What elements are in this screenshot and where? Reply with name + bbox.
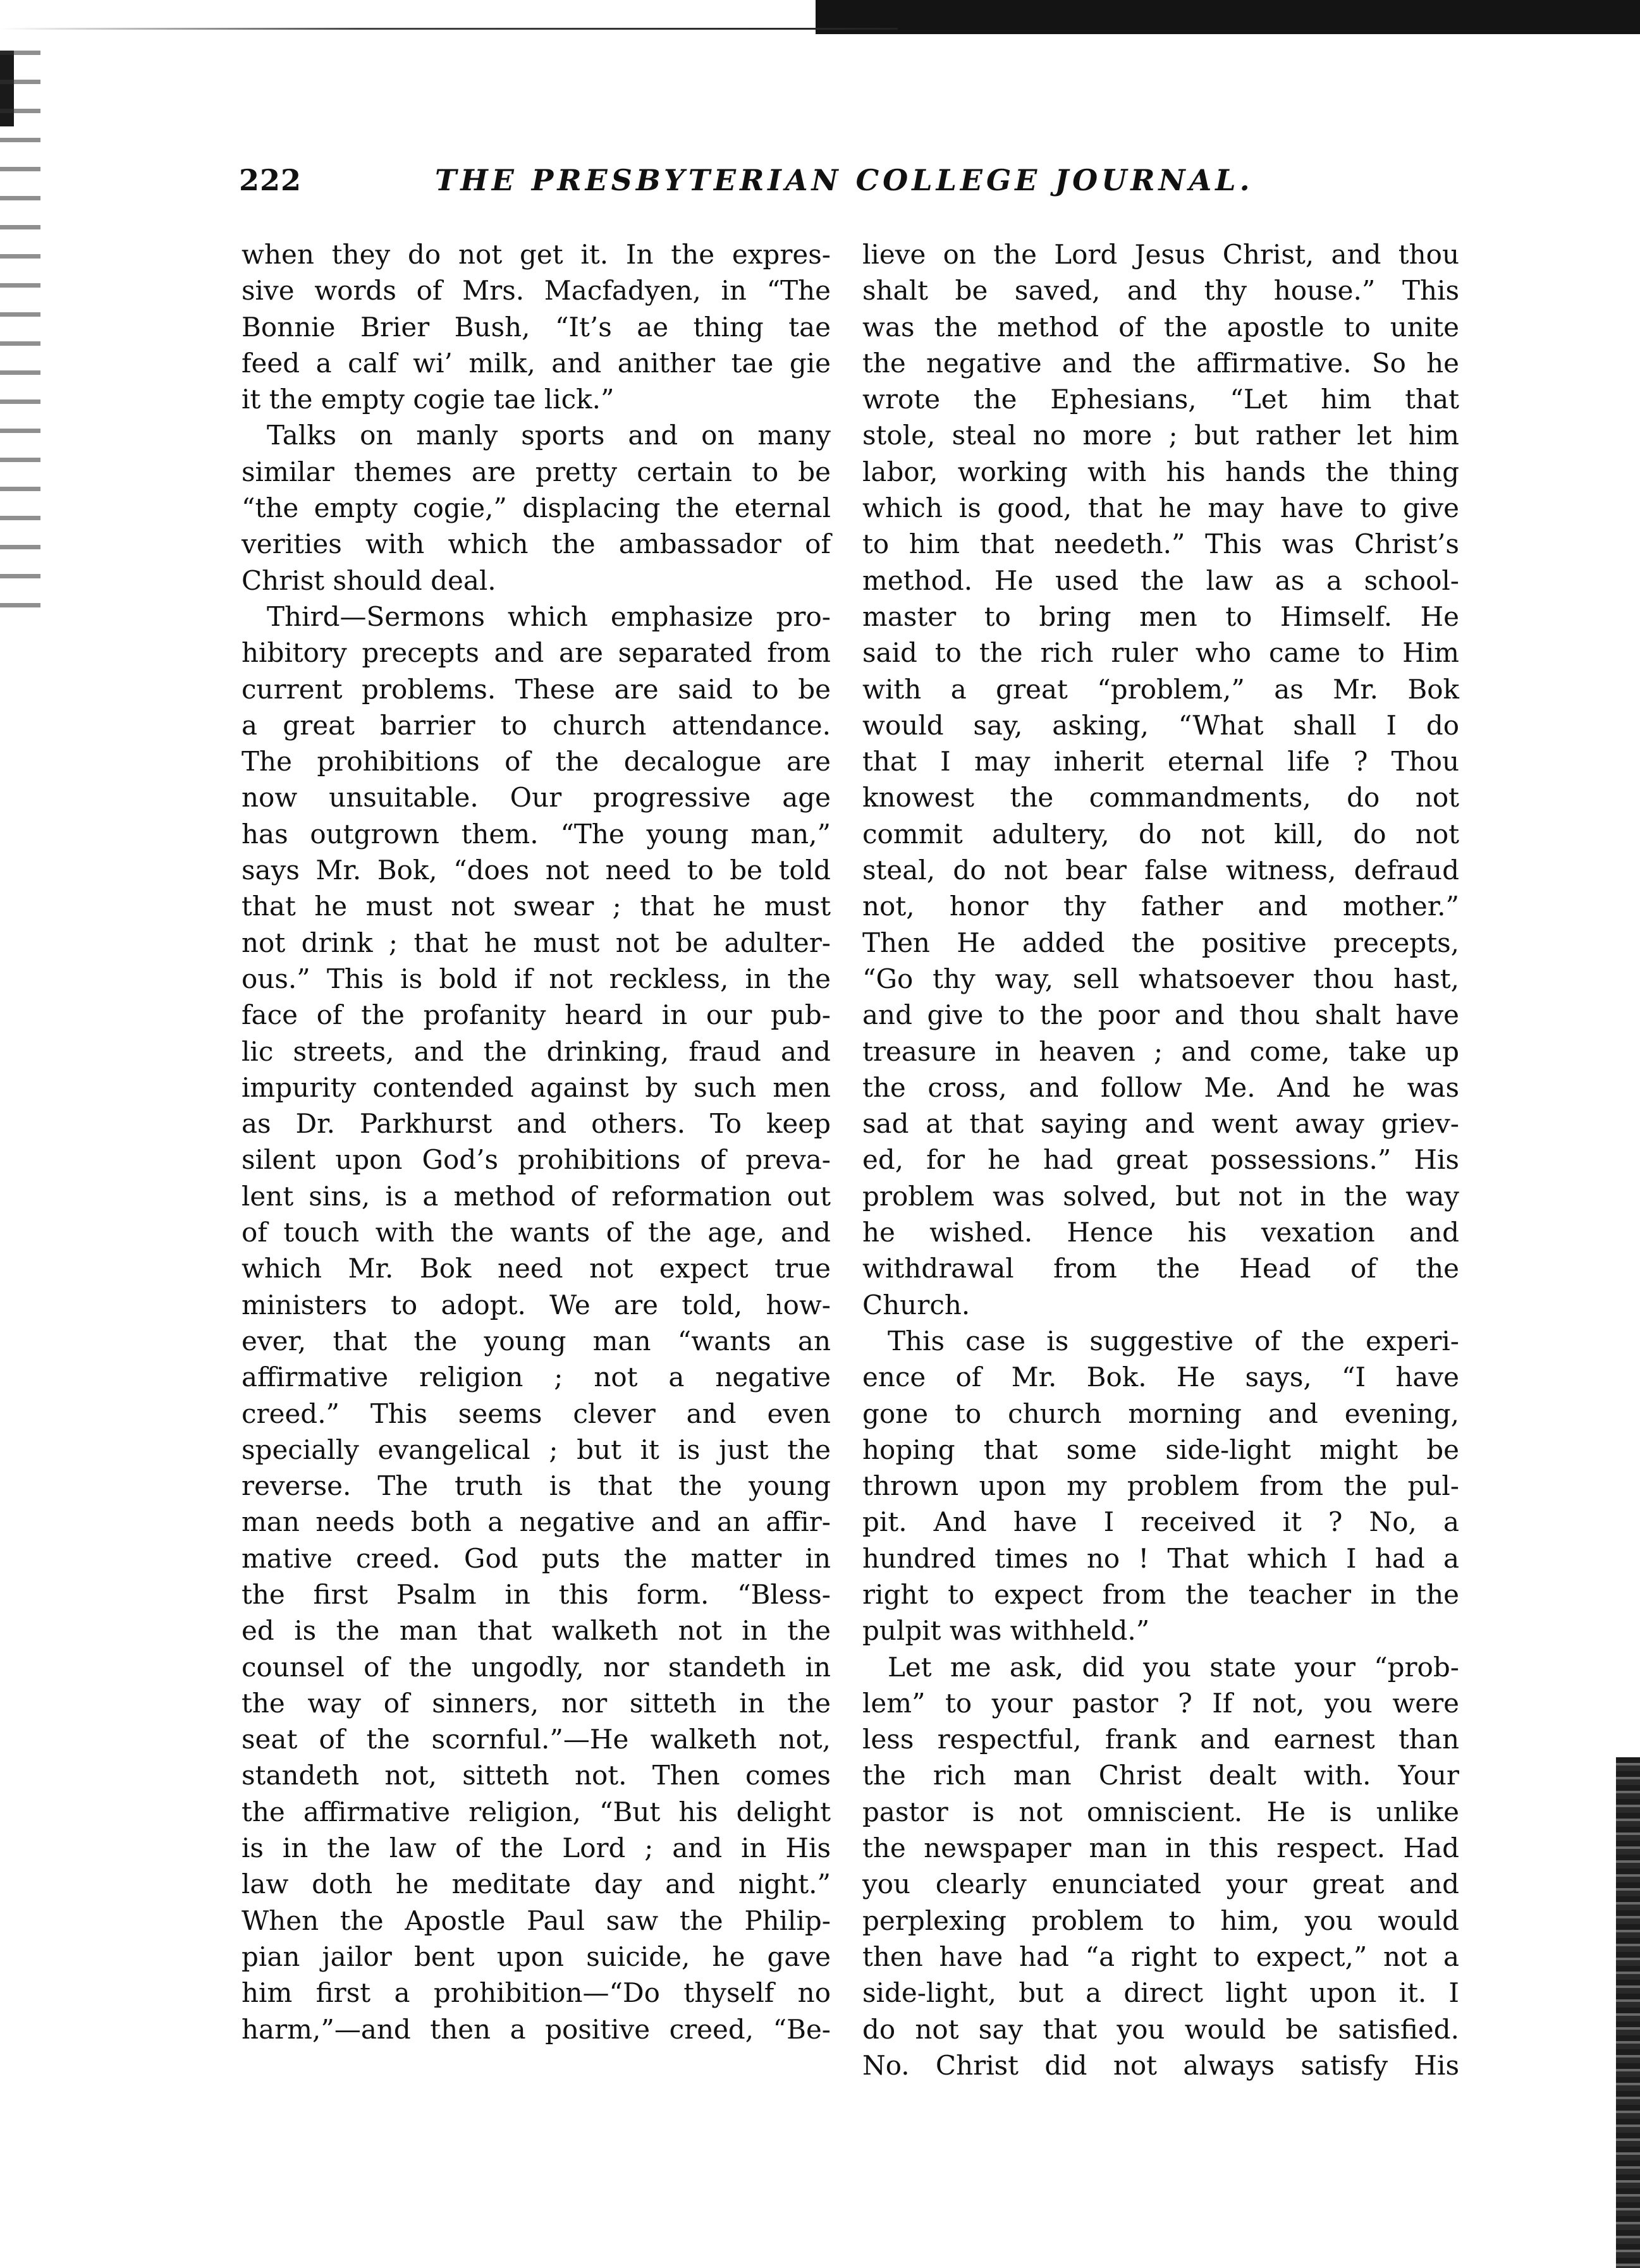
text-line: treasure in heaven ; and come, take up xyxy=(862,1035,1459,1067)
text-line: says Mr. Bok, “does not need to be told xyxy=(242,855,831,886)
text-line: hibitory precepts and are separated from xyxy=(242,637,831,669)
text-line: do not say that you would be satisfied. xyxy=(862,2013,1459,2045)
text-line: that I may inherit eternal life ? Thou xyxy=(862,746,1459,777)
text-line: a great barrier to church attendance. xyxy=(242,709,831,741)
text-line: The prohibitions of the decalogue are xyxy=(242,746,831,777)
journal-title: THE PRESBYTERIAN COLLEGE JOURNAL. xyxy=(435,163,1254,197)
text-line: ever, that the young man “wants an xyxy=(242,1325,831,1357)
text-line: hundred times no ! That which I had a xyxy=(862,1542,1459,1574)
text-line: verities with which the ambassador of xyxy=(242,528,831,560)
text-line: master to bring men to Himself. He xyxy=(862,601,1459,632)
text-line: Let me ask, did you state your “prob- xyxy=(888,1651,1459,1683)
text-line: man needs both a negative and an affir- xyxy=(242,1506,831,1538)
text-line: specially evangelical ; but it is just the xyxy=(242,1434,831,1465)
text-line: “Go thy way, sell whatsoever thou hast, xyxy=(862,963,1459,994)
page-number: 222 xyxy=(239,163,302,197)
text-line: sive words of Mrs. Macfadyen, in “The xyxy=(242,275,831,307)
text-line: wrote the Ephesians, “Let him that xyxy=(862,384,1459,415)
text-line: ous.” This is bold if not reckless, in the xyxy=(242,963,831,994)
text-line: is in the law of the Lord ; and in His xyxy=(242,1832,831,1864)
text-line: lic streets, and the drinking, fraud and xyxy=(242,1035,831,1067)
text-line: not drink ; that he must not be adulter- xyxy=(242,927,831,958)
text-line: steal, do not bear false witness, defraud xyxy=(862,855,1459,886)
text-line: of touch with the wants of the age, and xyxy=(242,1217,831,1248)
text-line: problem was solved, but not in the way xyxy=(862,1180,1459,1212)
text-line: which is good, that he may have to give xyxy=(862,492,1459,524)
text-line: withdrawal from the Head of the xyxy=(862,1253,1459,1284)
text-line: ence of Mr. Bok. He says, “I have xyxy=(862,1362,1459,1393)
text-line: law doth he meditate day and night.” xyxy=(242,1869,831,1900)
text-line: less respectful, frank and earnest than xyxy=(862,1724,1459,1755)
text-line: Bonnie Brier Bush, “It’s ae thing tae xyxy=(242,311,831,343)
text-line: pastor is not omniscient. He is unlike xyxy=(862,1796,1459,1827)
text-line: Church. xyxy=(862,1289,970,1320)
scan-border-top xyxy=(816,0,1640,34)
text-line: feed a calf wi’ milk, and anither tae gie xyxy=(242,347,831,379)
text-column-left xyxy=(242,236,831,2047)
text-line: the way of sinners, nor sitteth in the xyxy=(242,1687,831,1719)
text-line: lent sins, is a method of reformation out xyxy=(242,1180,831,1212)
text-line: that he must not swear ; that he must xyxy=(242,891,831,922)
text-line: perplexing problem to him, you would xyxy=(862,1905,1459,1936)
text-line: would say, asking, “What shall I do xyxy=(862,709,1459,741)
text-line: thrown upon my problem from the pul- xyxy=(862,1470,1459,1502)
text-line: creed.” This seems clever and even xyxy=(242,1398,831,1429)
text-column-right xyxy=(862,236,1459,2083)
text-line: ministers to adopt. We are told, how- xyxy=(242,1289,831,1320)
text-line: hoping that some side-light might be xyxy=(862,1434,1459,1465)
text-line: then have had “a right to expect,” not a xyxy=(862,1941,1459,1972)
text-line: it the empty cogie tae lick.” xyxy=(242,384,615,415)
text-line: knowest the commandments, do not xyxy=(862,782,1459,814)
text-line: not, honor thy father and mother.” xyxy=(862,891,1459,922)
text-line: commit adultery, do not kill, do not xyxy=(862,818,1459,850)
text-line: similar themes are pretty certain to be xyxy=(242,456,831,487)
text-line: pit. And have I received it ? No, a xyxy=(862,1506,1459,1538)
text-line: the first Psalm in this form. “Bless- xyxy=(242,1578,831,1610)
text-line: to him that needeth.” This was Christ’s xyxy=(862,528,1459,560)
text-line: said to the rich ruler who came to Him xyxy=(862,637,1459,669)
text-line: reverse. The truth is that the young xyxy=(242,1470,831,1502)
text-line: This case is suggestive of the experi- xyxy=(888,1325,1459,1357)
text-line: ed is the man that walketh not in the xyxy=(242,1615,831,1647)
text-line: right to expect from the teacher in the xyxy=(862,1578,1459,1610)
text-line: and give to the poor and thou shalt have xyxy=(862,999,1459,1031)
scan-page-edge xyxy=(1616,1757,1640,2268)
text-line: No. Christ did not always satisfy His xyxy=(862,2049,1459,2081)
text-line: has outgrown them. “The young man,” xyxy=(242,818,831,850)
text-line: Christ should deal. xyxy=(242,564,496,596)
text-line: harm,”—and then a positive creed, “Be- xyxy=(242,2013,831,2045)
text-line: silent upon God’s prohibitions of preva- xyxy=(242,1144,831,1176)
text-line: pulpit was withheld.” xyxy=(862,1615,1150,1647)
text-line: you clearly enunciated your great and xyxy=(862,1869,1459,1900)
text-line: counsel of the ungodly, nor standeth in xyxy=(242,1651,831,1683)
text-line: which Mr. Bok need not expect true xyxy=(242,1253,831,1284)
text-line: current problems. These are said to be xyxy=(242,673,831,705)
text-line: pian jailor bent upon suicide, he gave xyxy=(242,1941,831,1972)
text-line: “the empty cogie,” displacing the eternal xyxy=(242,492,831,524)
text-line: shalt be saved, and thy house.” This xyxy=(862,275,1459,307)
text-line: lem” to your pastor ? If not, you were xyxy=(862,1687,1459,1719)
text-line: seat of the scornful.”—He walketh not, xyxy=(242,1724,831,1755)
scan-binding-edge xyxy=(0,51,40,619)
text-line: impurity contended against by such men xyxy=(242,1071,831,1103)
text-line: affirmative religion ; not a negative xyxy=(242,1362,831,1393)
text-line: sad at that saying and went away griev- xyxy=(862,1108,1459,1140)
text-line: the rich man Christ dealt with. Your xyxy=(862,1760,1459,1791)
text-line: When the Apostle Paul saw the Philip- xyxy=(242,1905,831,1936)
text-line: as Dr. Parkhurst and others. To keep xyxy=(242,1108,831,1140)
text-line: standeth not, sitteth not. Then comes xyxy=(242,1760,831,1791)
text-line: now unsuitable. Our progressive age xyxy=(242,782,831,814)
text-line: mative creed. God puts the matter in xyxy=(242,1542,831,1574)
text-line: Third—Sermons which emphasize pro- xyxy=(267,601,831,632)
running-header xyxy=(239,163,1491,214)
text-line: he wished. Hence his vexation and xyxy=(862,1217,1459,1248)
text-line: gone to church morning and evening, xyxy=(862,1398,1459,1429)
text-line: him first a prohibition—“Do thyself no xyxy=(242,1977,831,2009)
text-line: Talks on manly sports and on many xyxy=(267,420,831,451)
text-line: lieve on the Lord Jesus Christ, and thou xyxy=(862,239,1459,270)
text-line: with a great “problem,” as Mr. Bok xyxy=(862,673,1459,705)
text-line: the newspaper man in this respect. Had xyxy=(862,1832,1459,1864)
text-line: method. He used the law as a school- xyxy=(862,564,1459,596)
text-line: the cross, and follow Me. And he was xyxy=(862,1071,1459,1103)
text-line: when they do not get it. In the expres- xyxy=(242,239,831,270)
text-line: the affirmative religion, “But his delight xyxy=(242,1796,831,1827)
text-line: labor, working with his hands the thing xyxy=(862,456,1459,487)
text-line: side-light, but a direct light upon it. I xyxy=(862,1977,1459,2009)
text-line: stole, steal no more ; but rather let him xyxy=(862,420,1459,451)
text-line: Then He added the positive precepts, xyxy=(862,927,1459,958)
text-line: was the method of the apostle to unite xyxy=(862,311,1459,343)
text-line: face of the profanity heard in our pub- xyxy=(242,999,831,1031)
text-line: ed, for he had great possessions.” His xyxy=(862,1144,1459,1176)
text-line: the negative and the affirmative. So he xyxy=(862,347,1459,379)
